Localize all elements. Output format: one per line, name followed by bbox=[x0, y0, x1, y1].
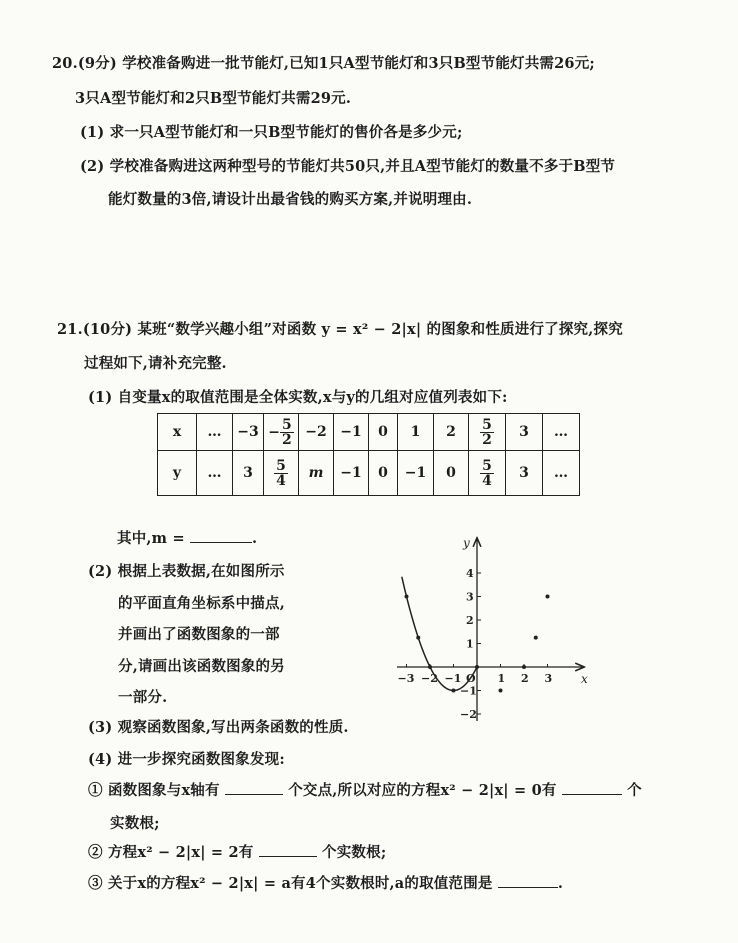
y-tick-label: −2 bbox=[460, 708, 477, 721]
fraction-denominator: 2 bbox=[281, 431, 292, 448]
table-cell bbox=[264, 451, 299, 496]
q21-number: 21. bbox=[57, 321, 83, 338]
table-cell: 2 bbox=[434, 414, 469, 451]
m-prompt: 其中,m = bbox=[117, 530, 185, 547]
q21-part1: (1) 自变量x的取值范围是全体实数,x与y的几组对应值列表如下: bbox=[88, 389, 508, 406]
table-cell: −2 bbox=[299, 414, 334, 451]
data-point bbox=[546, 595, 550, 599]
table-row-x bbox=[158, 414, 580, 451]
y-tick-label: 4 bbox=[466, 567, 474, 580]
q21-line1 bbox=[57, 318, 623, 339]
fraction-numerator: 5 bbox=[482, 416, 492, 433]
data-point bbox=[428, 665, 432, 669]
c1-answer-blank-2[interactable] bbox=[562, 794, 622, 795]
q21-part4: (4) 进一步探究函数图象发现: bbox=[88, 751, 285, 768]
table-cell bbox=[469, 414, 506, 451]
fraction-numerator: 5 bbox=[482, 457, 492, 474]
fraction bbox=[274, 459, 288, 488]
table-cell: … bbox=[197, 414, 233, 451]
q20-stem-line2: 3只A型节能灯和2只B型节能灯共需29元. bbox=[75, 90, 352, 107]
minus-sign: − bbox=[268, 424, 280, 440]
table-cell: −3 bbox=[233, 414, 264, 451]
c1-text-b: 个交点,所以对应的方程x² − 2|x| = 0有 bbox=[288, 782, 557, 799]
m-prompt-line bbox=[117, 527, 257, 548]
x-tick-label: 1 bbox=[497, 672, 506, 685]
q21-c1-line bbox=[88, 779, 642, 800]
fraction-numerator: 5 bbox=[281, 416, 292, 433]
fraction-denominator: 4 bbox=[482, 472, 492, 489]
c1-answer-blank-1[interactable] bbox=[225, 794, 283, 795]
data-point bbox=[534, 636, 538, 640]
table-cell: 0 bbox=[369, 451, 398, 496]
c3-text-b: . bbox=[557, 875, 564, 892]
table-cell: 0 bbox=[434, 451, 469, 496]
c2-text-a: ② 方程x² − 2|x| = 2有 bbox=[88, 844, 254, 861]
q21-c2-line bbox=[88, 841, 386, 862]
c1-text-d: 实数根; bbox=[110, 815, 160, 832]
x-axis-label: x bbox=[581, 672, 588, 686]
data-point bbox=[522, 665, 526, 669]
x-tick-label: −3 bbox=[397, 672, 415, 685]
q21-part2-line3: 并画出了函数图象的一部 bbox=[118, 626, 280, 643]
table-cell bbox=[469, 451, 506, 496]
y-tick-label: 3 bbox=[466, 590, 474, 604]
q21-part3: (3) 观察函数图象,写出两条函数的性质. bbox=[88, 719, 349, 736]
fraction-denominator: 4 bbox=[276, 472, 286, 489]
q21-stem-line1: 某班“数学兴趣小组”对函数 y = x² − 2|x| 的图象和性质进行了探究,探究 bbox=[137, 321, 623, 338]
table-cell: −1 bbox=[334, 414, 369, 451]
x-tick-label: −2 bbox=[421, 672, 438, 685]
c1-text-c: 个 bbox=[627, 782, 642, 799]
q21-score: (10分) bbox=[82, 321, 133, 338]
table-x-label: x bbox=[158, 414, 197, 451]
data-point bbox=[405, 595, 409, 599]
data-point bbox=[452, 689, 456, 693]
fraction-numerator: 5 bbox=[276, 457, 286, 474]
axes bbox=[397, 539, 583, 721]
y-tick-label: 2 bbox=[466, 614, 474, 627]
table-cell: 3 bbox=[506, 414, 543, 451]
table-cell: … bbox=[543, 414, 580, 451]
coordinate-graph bbox=[385, 535, 595, 730]
c2-text-b: 个实数根; bbox=[322, 844, 387, 861]
table-row-y bbox=[158, 451, 580, 496]
x-tick-label: −1 bbox=[444, 672, 462, 685]
q21-part2-line4: 分,请画出该函数图象的另 bbox=[118, 658, 285, 675]
m-answer-blank[interactable] bbox=[190, 542, 252, 543]
q20-line1 bbox=[52, 52, 595, 73]
table-cell: m bbox=[299, 451, 334, 496]
table-cell: 0 bbox=[369, 414, 398, 451]
x-tick-label: 3 bbox=[544, 672, 553, 685]
q20-part1: (1) 求一只A型节能灯和一只B型节能灯的售价各是多少元; bbox=[80, 124, 463, 141]
q20-score: (9分) bbox=[77, 55, 117, 72]
q21-part2-line2: 的平面直角坐标系中描点, bbox=[118, 595, 285, 612]
table-cell: −1 bbox=[334, 451, 369, 496]
axis-labels bbox=[398, 536, 589, 721]
fraction bbox=[480, 418, 494, 447]
q21-part2-line1: (2) 根据上表数据,在如图所示 bbox=[88, 563, 285, 580]
q20-number: 20. bbox=[52, 55, 78, 72]
origin-label: O bbox=[466, 672, 476, 685]
y-axis-label: y bbox=[463, 536, 470, 550]
q20-part2-line1: (2) 学校准备购进这两种型号的节能灯共50只,并且A型节能灯的数量不多于B型节 bbox=[80, 158, 616, 175]
table-cell: −1 bbox=[398, 451, 434, 496]
data-point bbox=[416, 636, 420, 640]
c2-answer-blank[interactable] bbox=[259, 856, 317, 857]
q21-c3-line bbox=[88, 872, 563, 893]
q21-part2-line5: 一部分. bbox=[118, 689, 168, 706]
c3-answer-blank[interactable] bbox=[498, 887, 558, 888]
table-cell bbox=[264, 414, 299, 451]
table-y-label: y bbox=[158, 451, 197, 496]
table-cell: … bbox=[197, 451, 233, 496]
value-table bbox=[157, 413, 580, 496]
table-cell: 3 bbox=[233, 451, 264, 496]
fraction-denominator: 2 bbox=[482, 431, 492, 448]
table-cell: 1 bbox=[398, 414, 434, 451]
y-tick-label: −1 bbox=[460, 684, 477, 698]
c1-text-a: ① 函数图象与x轴有 bbox=[88, 782, 220, 799]
y-tick-label: 1 bbox=[466, 637, 474, 651]
data-point bbox=[499, 689, 503, 693]
c3-text-a: ③ 关于x的方程x² − 2|x| = a有4个实数根时,a的取值范围是 bbox=[88, 875, 493, 892]
q21-stem-line2: 过程如下,请补充完整. bbox=[84, 355, 227, 372]
period: . bbox=[252, 530, 258, 547]
q20-stem-line1: 学校准备购进一批节能灯,已知1只A型节能灯和3只B型节能灯共需26元; bbox=[122, 55, 595, 72]
q20-part2-line2: 能灯数量的3倍,请设计出最省钱的购买方案,并说明理由. bbox=[108, 191, 473, 208]
x-tick-label: 2 bbox=[521, 672, 529, 685]
fraction bbox=[480, 459, 494, 488]
data-point bbox=[475, 665, 479, 669]
table-cell: … bbox=[543, 451, 580, 496]
fraction bbox=[280, 418, 294, 447]
table-cell: 3 bbox=[506, 451, 543, 496]
